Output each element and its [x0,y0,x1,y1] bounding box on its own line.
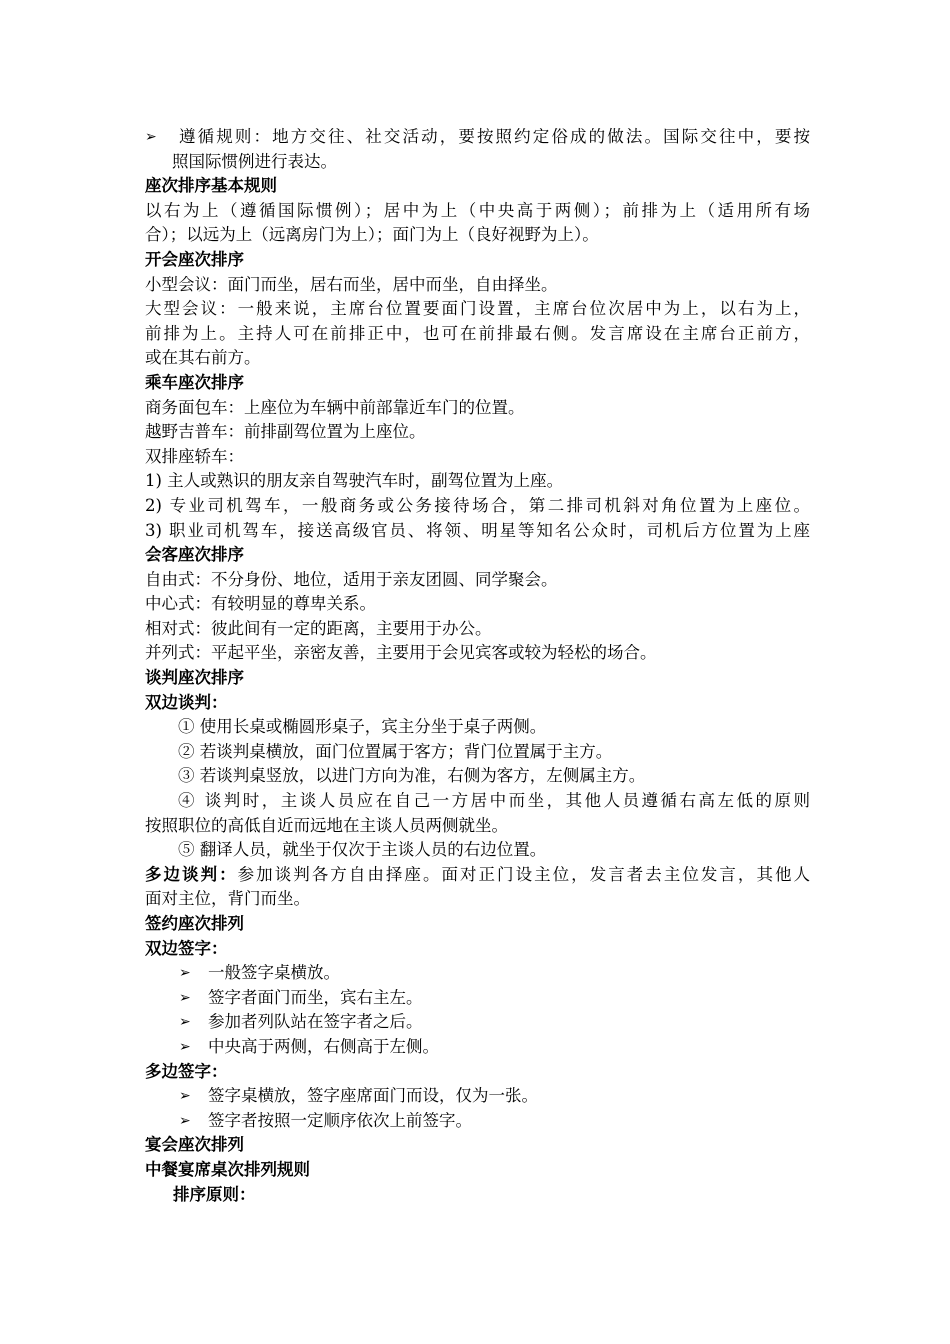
numbered-item: ② 若谈判桌横放，面门位置属于客方；背门位置属于主方。 [178,741,613,761]
arrow-bullet-icon: ➢ [179,1038,191,1055]
paragraph: 3) 职业司机驾车，接送高级官员、将领、明星等知名公众时，司机后方位置为上座 [145,520,810,540]
paragraph: 多边谈判：参加谈判各方自由择座。面对正门设主位，发言者去主位发言，其他人 [145,864,811,884]
list-item: ➢ 参加者列队站在签字者之后。 [145,1010,810,1035]
arrow-bullet-icon: ➢ [179,989,191,1006]
arrow-bullet-icon: ➢ [179,965,191,982]
list-item: ➢ 签字桌横放，签字座席面门而设，仅为一张。 [145,1084,810,1109]
paragraph: 越野吉普车：前排副驾位置为上座位。 [145,422,426,442]
list-item: ➢ 中央高于两侧，右侧高于左侧。 [145,1035,810,1060]
paragraph: 1) 主人或熟识的朋友亲自驾驶汽车时，副驾位置为上座。 [145,471,564,491]
arrow-bullet-icon: ➢ [179,1014,191,1031]
paragraph: 按照职位的高低自近而远地在主谈人员两侧就坐。 [145,815,508,835]
list-item: ➢ 一般签字桌横放。 [145,961,810,986]
document-page [145,125,810,1207]
paragraph: 遵循规则：地方交往、社交活动，要按照约定俗成的做法。国际交往中，要按 [179,127,810,146]
subsection-heading: 双边签字： [145,938,228,958]
section-heading: 开会座次排序 [145,249,244,269]
paragraph: 小型会议：面门而坐，居右而坐，居中而坐，自由择坐。 [145,274,558,294]
paragraph: 前排为上。主持人可在前排正中，也可在前排最右侧。发言席设在主席台正前方， [145,323,810,343]
paragraph: 合）；以远为上（远离房门为上）；面门为上（良好视野为上）。 [145,225,599,245]
numbered-item: ① 使用长桌或椭圆形桌子，宾主分坐于桌子两侧。 [178,717,547,737]
paragraph: 并列式：平起平坐，亲密友善，主要用于会见宾客或较为轻松的场合。 [145,643,657,663]
paragraph: 2) 专业司机驾车，一般商务或公务接待场合，第二排司机斜对角位置为上座位。 [145,495,810,515]
section-heading: 谈判座次排序 [145,668,244,688]
paragraph: 中心式：有较明显的尊卑关系。 [145,594,376,614]
subsection-heading: 多边签字： [145,1061,228,1081]
arrow-bullet-icon: ➢ [145,129,157,145]
subsection-heading: 双边谈判： [145,692,228,712]
numbered-item: ⑤ 翻译人员，就坐于仅次于主谈人员的右边位置。 [178,840,547,860]
paragraph: 商务面包车：上座位为车辆中前部靠近车门的位置。 [145,397,525,417]
arrow-bullet-icon: ➢ [179,1112,191,1129]
paragraph: 大型会议：一般来说，主席台位置要面门设置，主席台位次居中为上，以右为上， [145,299,810,319]
section-heading: 签约座次排列 [145,914,244,933]
subsection-heading: 排序原则： [173,1184,256,1204]
arrow-bullet-icon: ➢ [179,1088,191,1105]
list-item: ➢ 签字者面门而坐，宾右主左。 [145,986,810,1011]
section-heading: 乘车座次排序 [145,372,244,392]
list-item: ➢ 签字者按照一定顺序依次上前签字。 [145,1109,810,1134]
inline-label: 多边谈判： [145,864,238,884]
paragraph: 双排座轿车： [145,446,244,466]
paragraph: 或在其右前方。 [145,348,261,368]
numbered-item: ④ 谈判时，主谈人员应在自己一方居中而坐，其他人员遵循右高左低的原则 [178,791,810,811]
subsection-heading: 中餐宴席桌次排列规则 [145,1159,310,1179]
paragraph: 面对主位，背门而坐。 [145,889,310,909]
list-item [145,125,810,150]
paragraph: 自由式：不分身份、地位，适用于亲友团圆、同学聚会。 [145,569,558,589]
paragraph: 相对式：彼此间有一定的距离，主要用于办公。 [145,618,492,638]
section-heading: 会客座次排序 [145,545,244,565]
section-heading: 宴会座次排列 [145,1135,244,1155]
numbered-item: ③ 若谈判桌竖放，以进门方向为准，右侧为客方，左侧属主方。 [178,766,646,786]
section-heading: 座次排序基本规则 [145,176,277,196]
paragraph: 以右为上（遵循国际惯例）；居中为上（中央高于两侧）；前排为上（适用所有场 [145,200,810,220]
paragraph: 照国际惯例进行表达。 [172,151,337,171]
